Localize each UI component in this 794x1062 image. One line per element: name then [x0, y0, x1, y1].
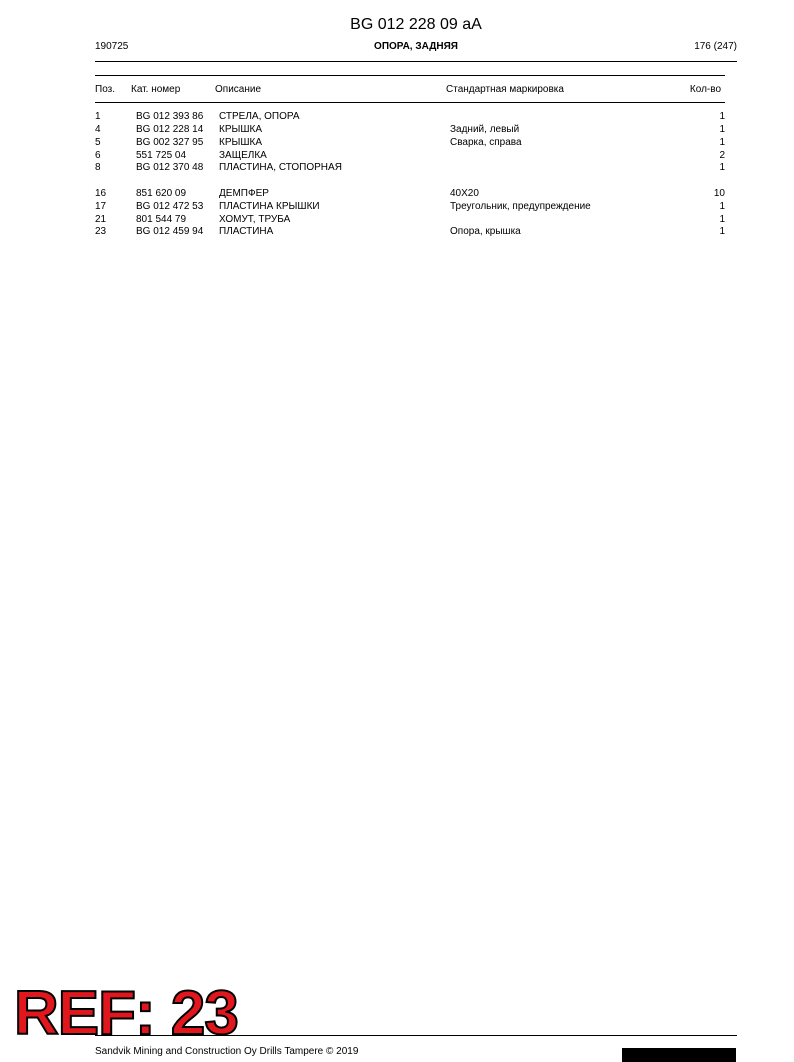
- cell-qty: 1: [719, 162, 725, 173]
- cell-pos: 5: [95, 137, 101, 148]
- header-rule-top: [95, 61, 737, 62]
- footer-rule: [95, 1035, 737, 1036]
- cell-catalog: BG 002 327 95: [136, 137, 204, 148]
- cell-pos: 16: [95, 188, 107, 199]
- column-header-pos: Поз.: [95, 84, 115, 95]
- cell-catalog: 801 544 79: [136, 214, 187, 225]
- cell-pos: 4: [95, 124, 101, 135]
- cell-pos: 1: [95, 111, 101, 122]
- cell-catalog: BG 012 370 48: [136, 162, 204, 173]
- cell-pos: 23: [95, 226, 107, 237]
- cell-description: СТРЕЛА, ОПОРА: [219, 111, 300, 122]
- cell-description: ЗАЩЕЛКА: [219, 150, 267, 161]
- cell-pos: 6: [95, 150, 101, 161]
- cell-description: КРЫШКА: [219, 137, 263, 148]
- footer-copyright: Sandvik Mining and Construction Oy Drills Tampere © 2019: [95, 1046, 359, 1057]
- date-code: 190725: [95, 41, 129, 52]
- cell-qty: 1: [719, 111, 725, 122]
- cell-description: КРЫШКА: [219, 124, 263, 135]
- cell-description: ХОМУТ, ТРУБА: [219, 214, 291, 225]
- cell-standard: Опора, крышка: [450, 226, 521, 237]
- cell-qty: 1: [719, 226, 725, 237]
- section-title: ОПОРА, ЗАДНЯЯ: [374, 41, 458, 52]
- header-rule-second: [95, 75, 725, 76]
- cell-pos: 17: [95, 201, 107, 212]
- cell-catalog: 551 725 04: [136, 150, 187, 161]
- cell-qty: 1: [719, 124, 725, 135]
- cell-description: ПЛАСТИНА КРЫШКИ: [219, 201, 320, 212]
- cell-description: ПЛАСТИНА, СТОПОРНАЯ: [219, 162, 342, 173]
- column-header-catalog: Кат. номер: [131, 84, 181, 95]
- column-header-standard: Стандартная маркировка: [446, 84, 564, 95]
- cell-standard: Задний, левый: [450, 124, 520, 135]
- cell-catalog: BG 012 459 94: [136, 226, 204, 237]
- cell-catalog: BG 012 393 86: [136, 111, 204, 122]
- cell-qty: 1: [719, 214, 725, 225]
- cell-catalog: 851 620 09: [136, 188, 187, 199]
- cell-description: ДЕМПФЕР: [219, 188, 269, 199]
- table-header-rule: [95, 102, 725, 103]
- document-title: BG 012 228 09 aA: [350, 16, 482, 33]
- ref-stamp: REF: 23: [14, 979, 238, 1048]
- column-header-qty: Кол-во: [689, 84, 721, 95]
- column-header-description: Описание: [215, 84, 262, 95]
- cell-standard: 40X20: [450, 188, 479, 199]
- cell-catalog: BG 012 472 53: [136, 201, 204, 212]
- cell-qty: 10: [713, 188, 725, 199]
- cell-standard: Сварка, справа: [450, 137, 522, 148]
- cell-description: ПЛАСТИНА: [219, 226, 274, 237]
- cell-pos: 21: [95, 214, 107, 225]
- page-number: 176 (247): [694, 41, 737, 52]
- cell-qty: 2: [719, 150, 725, 161]
- footer-logo-box: [622, 1048, 736, 1062]
- cell-catalog: BG 012 228 14: [136, 124, 204, 135]
- cell-standard: Треугольник, предупреждение: [450, 201, 591, 212]
- cell-qty: 1: [719, 137, 725, 148]
- cell-qty: 1: [719, 201, 725, 212]
- cell-pos: 8: [95, 162, 101, 173]
